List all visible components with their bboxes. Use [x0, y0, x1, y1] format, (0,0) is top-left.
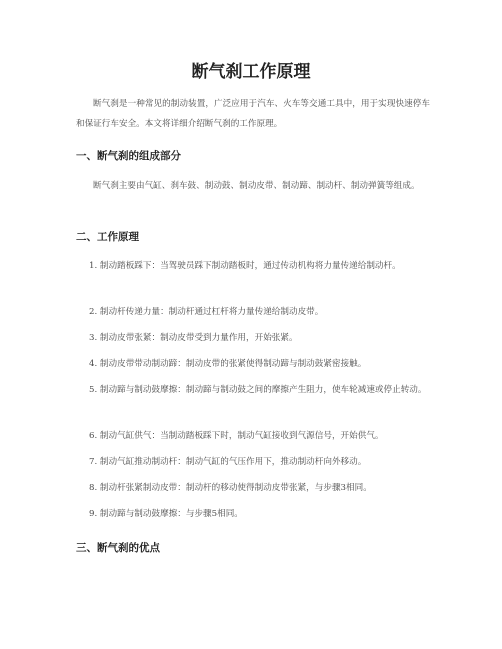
step-item: 3. 制动皮带张紧：制动皮带受到力量作用，开始张紧。	[89, 333, 298, 343]
step-item: 6. 制动气缸供气：当制动踏板踩下时，制动气缸接收到气源信号，开始供气。	[89, 431, 384, 441]
section-heading-components: 一、断气刹的组成部分	[76, 150, 181, 162]
document-title: 断气刹工作原理	[191, 62, 311, 82]
step-item: 8. 制动杆张紧制动皮带：制动杆的移动使得制动皮带张紧，与步骤3相同。	[89, 483, 372, 493]
step-item: 5. 制动蹄与制动鼓摩擦：制动蹄与制动鼓之间的摩擦产生阻力，使车轮减速或停止转动。	[89, 385, 427, 395]
step-item: 1. 制动踏板踩下：当驾驶员踩下制动踏板时，通过传动机构将力量传递给制动杆。	[89, 261, 401, 271]
intro-paragraph: 断气刹是一种常见的制动装置，广泛应用于汽车、火车等交通工具中，用于实现快速停车和保证行车安全。本文将详细介绍断气刹的工作原理。	[76, 99, 430, 129]
step-item: 7. 制动气缸推动制动杆：制动气缸的气压作用下，推动制动杆向外移动。	[89, 457, 367, 467]
step-item: 9. 制动蹄与制动鼓摩擦：与步骤5相同。	[89, 509, 243, 519]
components-paragraph: 断气刹主要由气缸、刹车鼓、制动鼓、制动皮带、制动蹄、制动杆、制动弹簧等组成。	[93, 181, 420, 191]
step-item: 2. 制动杆传递力量：制动杆通过杠杆将力量传递给制动皮带。	[89, 307, 324, 317]
section-heading-working-principle: 二、工作原理	[76, 231, 139, 243]
section-heading-advantages: 三、断气刹的优点	[76, 542, 160, 554]
step-item: 4. 制动皮带带动制动蹄：制动皮带的张紧使得制动蹄与制动鼓紧密接触。	[89, 359, 367, 369]
